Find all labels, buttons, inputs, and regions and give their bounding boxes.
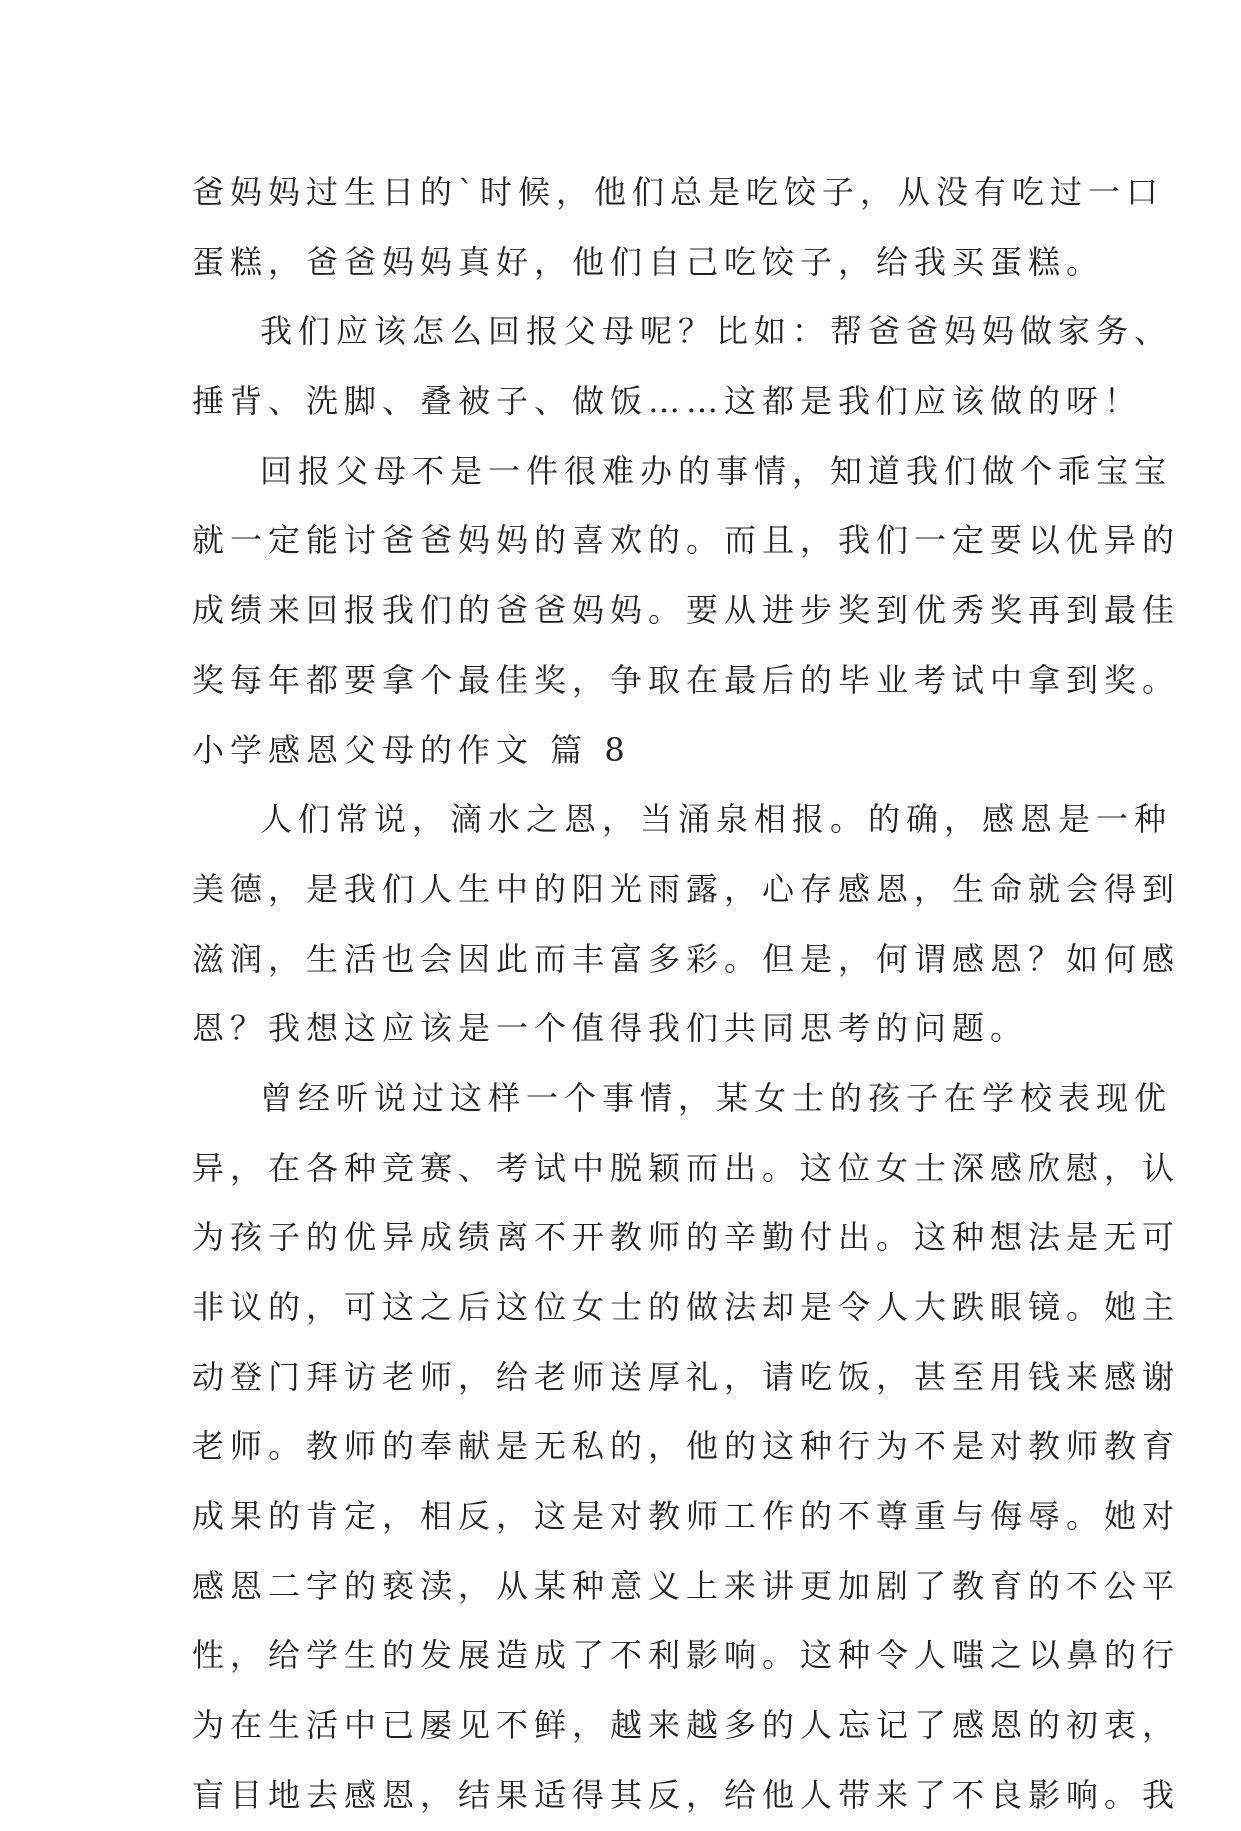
text-line: 恩？我想这应该是一个值得我们共同思考的问题。	[192, 1009, 1029, 1048]
text-line: 曾经听说过这样一个事情，某女士的孩子在学校表现优	[260, 1078, 1173, 1117]
text-line: 为在生活中已屡见不鲜，越来越多的人忘记了感恩的初衷，	[192, 1706, 1181, 1745]
text-line: 性，给学生的发展造成了不利影响。这种令人嗤之以鼻的行	[192, 1636, 1181, 1675]
text-line: 为孩子的优异成绩离不开教师的辛勤付出。这种想法是无可	[192, 1218, 1181, 1257]
text-line: 感恩二字的亵渎，从某种意义上来讲更加剧了教育的不公平	[192, 1566, 1181, 1605]
text-line: 回报父母不是一件很难办的事情，知道我们做个乖宝宝	[260, 451, 1173, 490]
text-line: 非议的，可这之后这位女士的做法却是令人大跌眼镜。她主	[192, 1288, 1181, 1326]
text-line: 爸妈妈过生日的`时候，他们总是吃饺子，从没有吃过一口	[192, 173, 1165, 211]
text-line: 老师。教师的奉献是无私的，他的这种行为不是对教师教育	[192, 1427, 1181, 1466]
text-line: 我们应该怎么回报父母呢？比如：帮爸爸妈妈做家务、	[260, 312, 1173, 351]
text-line: 成绩来回报我们的爸爸妈妈。要从进步奖到优秀奖再到最佳	[192, 591, 1181, 630]
document-body	[192, 158, 1181, 1831]
text-line: 美德，是我们人生中的阳光雨露，心存感恩，生命就会得到	[192, 869, 1181, 908]
text-line: 捶背、洗脚、叠被子、做饭……这都是我们应该做的呀！	[192, 382, 1143, 421]
text-line: 就一定能讨爸爸妈妈的喜欢的。而且，我们一定要以优异的	[192, 521, 1181, 560]
text-line: 人们常说，滴水之恩，当涌泉相报。的确，感恩是一种	[260, 800, 1173, 839]
text-line: 滋润，生活也会因此而丰富多彩。但是，何谓感恩？如何感	[192, 939, 1181, 978]
text-line: 奖每年都要拿个最佳奖，争取在最后的毕业考试中拿到奖。	[192, 660, 1181, 699]
text-line: 盲目地去感恩，结果适得其反，给他人带来了不良影响。我	[192, 1775, 1181, 1814]
text-line: 成果的肯定，相反，这是对教师工作的不尊重与侮辱。她对	[192, 1497, 1181, 1536]
text-line: 异，在各种竞赛、考试中脱颖而出。这位女士深感欣慰，认	[192, 1148, 1181, 1187]
text-line: 动登门拜访老师，给老师送厚礼，请吃饭，甚至用钱来感谢	[192, 1357, 1181, 1396]
text-line: 蛋糕，爸爸妈妈真好，他们自己吃饺子，给我买蛋糕。	[192, 242, 1105, 281]
section-heading: 小学感恩父母的作文 篇 8	[192, 730, 631, 769]
